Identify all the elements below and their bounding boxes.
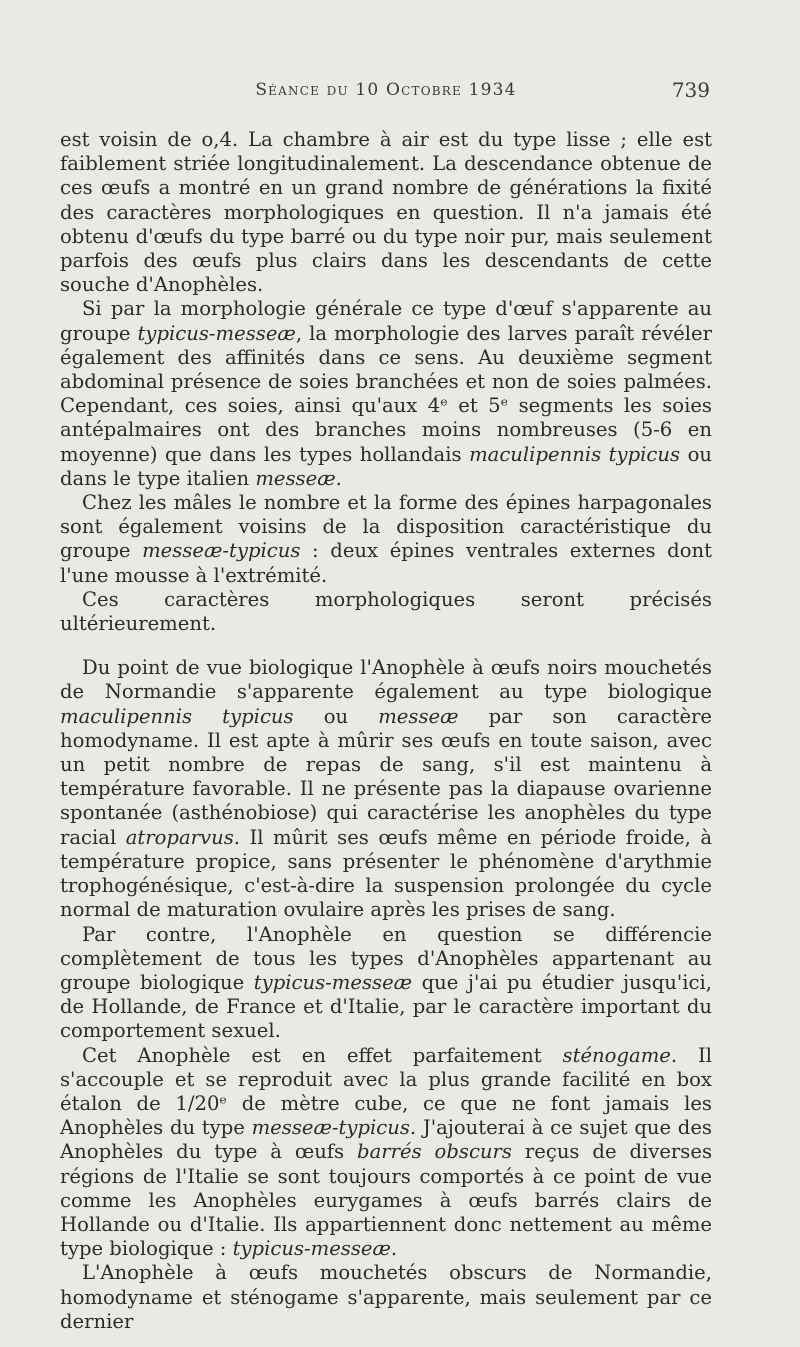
text-run: Cet Anophèle est en effet parfaitement (82, 1043, 563, 1067)
text-run: reçus de diverses régions de l'Italie se sont toujours comportés à ce point de vue comme les Anophèles eurygames à œufs barrés clairs de Hollande ou d'Italie. Ils appartiennent donc nettement au même type biologique : (60, 1140, 713, 1261)
text-run: Chez les mâles le nombre et la forme des épines harpagonales sont également voisins de la disposition caractéristique du groupe (60, 491, 712, 563)
italic-term: typicus-messeæ (137, 321, 296, 345)
paragraph-p2 (60, 297, 712, 491)
italic-term: atroparvus. (125, 825, 240, 849)
text-run: Il mûrit ses œufs même en période froide, à température propice, sans présenter le phénomène d'arythmie trophogénésique, c'est-à-dire la suspension prolongée du cycle normal de maturation ovulaire après les prises de sang. (60, 825, 712, 922)
text-run: Du point de vue biologique l'Anophèle à œufs noirs mouchetés de Normandie s'apparente également au type biologique (60, 656, 712, 704)
text-run: par son caractère homodyname. Il est apte à mûrir ses œufs en toute saison, avec un petit nombre de repas de sang, s'il est maintenu à température favorable. Il ne présente pas la diapause ovarienne spontanée (asthénobiose) qui caractérise les anophèles du type racial (60, 704, 713, 849)
italic-term: maculipennis typicus (60, 704, 294, 728)
text-run: Ces caractères morphologiques seront précisés ultérieurement. (60, 587, 712, 636)
paragraph-p1 (60, 128, 712, 297)
italic-term: messeæ-typicus (142, 539, 301, 563)
page-number: 739 (671, 78, 710, 102)
italic-term: typicus-messeæ. (232, 1237, 398, 1261)
italic-term: barrés obscurs (357, 1140, 512, 1164)
text-run: Il s'accouple et se reproduit avec la plus grande facilité en box étalon de 1/20ᵉ de mètre cube, ce que ne font jamais les Anophèles du type (60, 1043, 712, 1140)
paragraph-p3 (60, 491, 712, 588)
text-run: Si par la morphologie générale ce type d'œuf s'apparente au groupe (60, 297, 712, 345)
paragraph-p6 (60, 923, 712, 1044)
text-run: que j'ai pu étudier jusqu'ici, de Hollande, de France et d'Italie, par le caractère important du comportement sexuel. (60, 970, 713, 1043)
italic-term: sténogame. (562, 1043, 678, 1067)
page-header (62, 80, 710, 110)
paragraph-p4 (60, 588, 712, 636)
text-run: est voisin de o,4. La chambre à air est du type lisse ; elle est faiblement striée longitudinalement. La descendance obtenue de ces œufs a montré en un grand nombre de générations la fixité des caractères morphologiques en question. Il n'a jamais été obtenu d'œufs du type barré ou du type noir pur, mais seulement parfois des œufs plus clairs dans les descendants de cette souche d'Anophèles. (60, 128, 712, 297)
italic-term: maculipennis typicus (469, 442, 681, 466)
text-run: ou (293, 704, 379, 728)
section-gap (60, 636, 712, 656)
text-run: : deux épines ventrales externes dont l'une mousse à l'extrémité. (60, 539, 712, 587)
italic-term: messeæ-typicus. (251, 1116, 417, 1140)
paragraph-p8 (60, 1261, 712, 1334)
paragraph-p7 (60, 1044, 712, 1262)
text-run: Par contre, l'Anophèle en question se différencie complètement de tous les types d'Anophèles appartenant au groupe biologique (60, 922, 712, 994)
text-run: ou dans le type italien (60, 442, 712, 490)
italic-term: typicus-messeæ (253, 970, 413, 994)
body-text (60, 128, 712, 1334)
text-run: , la morphologie des larves paraît révéler également des affinités dans ce sens. Au deuxième segment abdominal présence de soies branchées et non de soies palmées. Cependant, ces soies, ainsi qu'aux 4ᵉ et 5ᵉ segments les soies antépalmaires ont des branches moins nombreuses (5-6 en moyenne) que dans les types hollandais (60, 321, 712, 466)
running-head: Séance du 10 Octobre 1934 (255, 80, 517, 100)
italic-term: messeæ (378, 704, 459, 728)
text-run: L'Anophèle à œufs mouchetés obscurs de Normandie, homodyname et sténogame s'apparente, mais seulement par ce dernier (60, 1261, 712, 1333)
paragraph-p5 (60, 656, 712, 922)
italic-term: messeæ. (255, 466, 342, 490)
text-run: J'ajouterai à ce sujet que des Anophèles du type à œufs (60, 1116, 712, 1164)
